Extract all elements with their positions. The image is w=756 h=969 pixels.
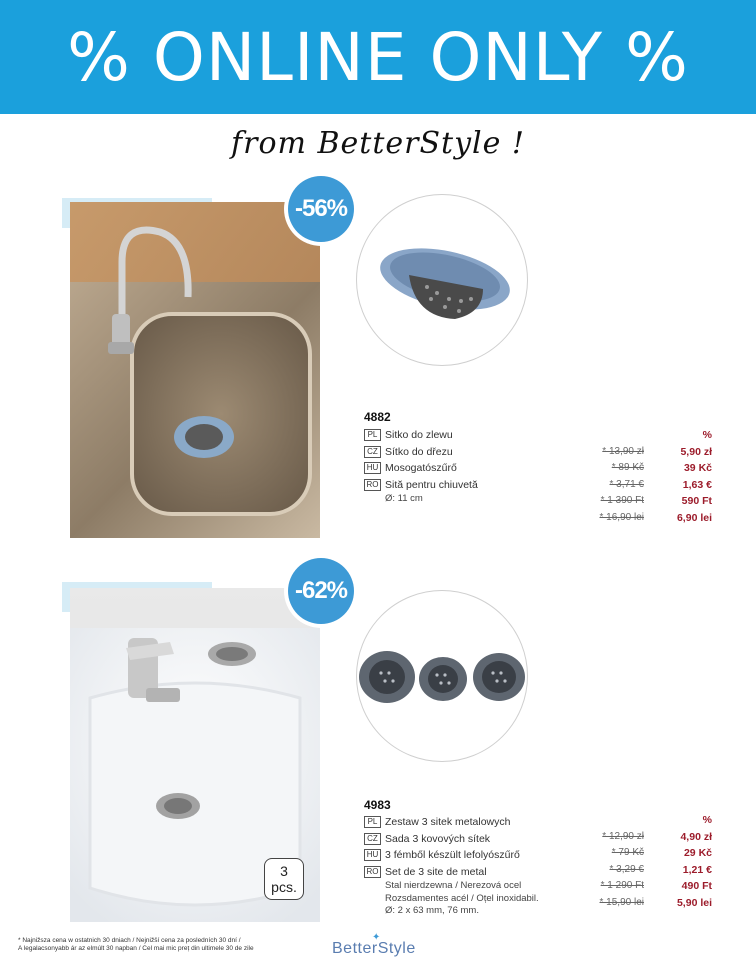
price-list-1 xyxy=(560,427,712,526)
product-detail: Stal nierdzewna / Nerezová ocel xyxy=(385,880,522,891)
pcs-unit: pcs. xyxy=(271,879,297,895)
tagline: from BetterStyle ! xyxy=(231,126,525,161)
name-row-cz: CZ Sítko do dřezu xyxy=(364,444,478,461)
price-row: * 89 Kč 39 Kč xyxy=(611,462,712,474)
price-row: * 3,71 € 1,63 € xyxy=(609,478,712,491)
footnote: * Najnižsza cena w ostatnich 30 dniach / Nejnižší cena za posledních 30 dní / A legalacsonyabb ár az elmúlt 30 napban / Cel mai mic preț din ultimele 30 de zile xyxy=(18,937,254,952)
pcs-badge xyxy=(264,858,304,900)
percent-mark: % xyxy=(702,429,712,441)
product-code-2: 4983 xyxy=(364,798,391,812)
product-detail: Ø: 11 cm xyxy=(385,493,423,504)
percent-mark: % xyxy=(702,814,712,826)
price-row: * 13,90 zł 5,90 zł xyxy=(602,445,712,458)
product-names-2 xyxy=(364,814,539,918)
product-names-1 xyxy=(364,427,478,506)
price-row: * 3,29 € 1,21 € xyxy=(609,863,712,876)
banner-title: % ONLINE ONLY % xyxy=(67,18,689,96)
name-row-ro: RO Sită pentru chiuvetă xyxy=(364,477,478,494)
price-row: * 1 390 Ft 590 Ft xyxy=(600,495,712,507)
product-image-strainer xyxy=(356,194,528,366)
name-row-pl: PL Zestaw 3 sitek metalowych xyxy=(364,814,539,831)
price-row: * 12,90 zł 4,90 zł xyxy=(602,830,712,843)
product-code-1: 4882 xyxy=(364,410,391,424)
product-detail: Ø: 2 x 63 mm, 76 mm. xyxy=(385,905,479,916)
name-row-hu: HU 3 fémből készült lefolyószűrő xyxy=(364,847,539,864)
banner xyxy=(0,0,756,114)
name-row-cz: CZ Sada 3 kovových sítek xyxy=(364,831,539,848)
star-icon: ✦ xyxy=(372,932,381,943)
name-row-hu: HU Mosogatószűrő xyxy=(364,460,478,477)
discount-badge-1: -56% xyxy=(288,176,354,242)
product-detail: Rozsdamentes acél / Oțel inoxidabil. xyxy=(385,892,539,904)
pcs-count: 3 xyxy=(280,863,288,879)
price-row: * 79 Kč 29 Kč xyxy=(611,847,712,859)
name-row-ro: RO Set de 3 site de metal xyxy=(364,864,539,881)
name-row-pl: PL Sitko do zlewu xyxy=(364,427,478,444)
betterstyle-logo: BetterStyle ✦ xyxy=(332,932,416,957)
sink-photo xyxy=(70,202,320,538)
discount-badge-2: -62% xyxy=(288,558,354,624)
product-image-strainer-set xyxy=(356,590,528,762)
price-row: * 1 290 Ft 490 Ft xyxy=(600,880,712,892)
price-row: * 15,90 lei 5,90 lei xyxy=(599,896,712,909)
price-row: * 16,90 lei 6,90 lei xyxy=(599,511,712,524)
price-list-2 xyxy=(560,812,712,911)
